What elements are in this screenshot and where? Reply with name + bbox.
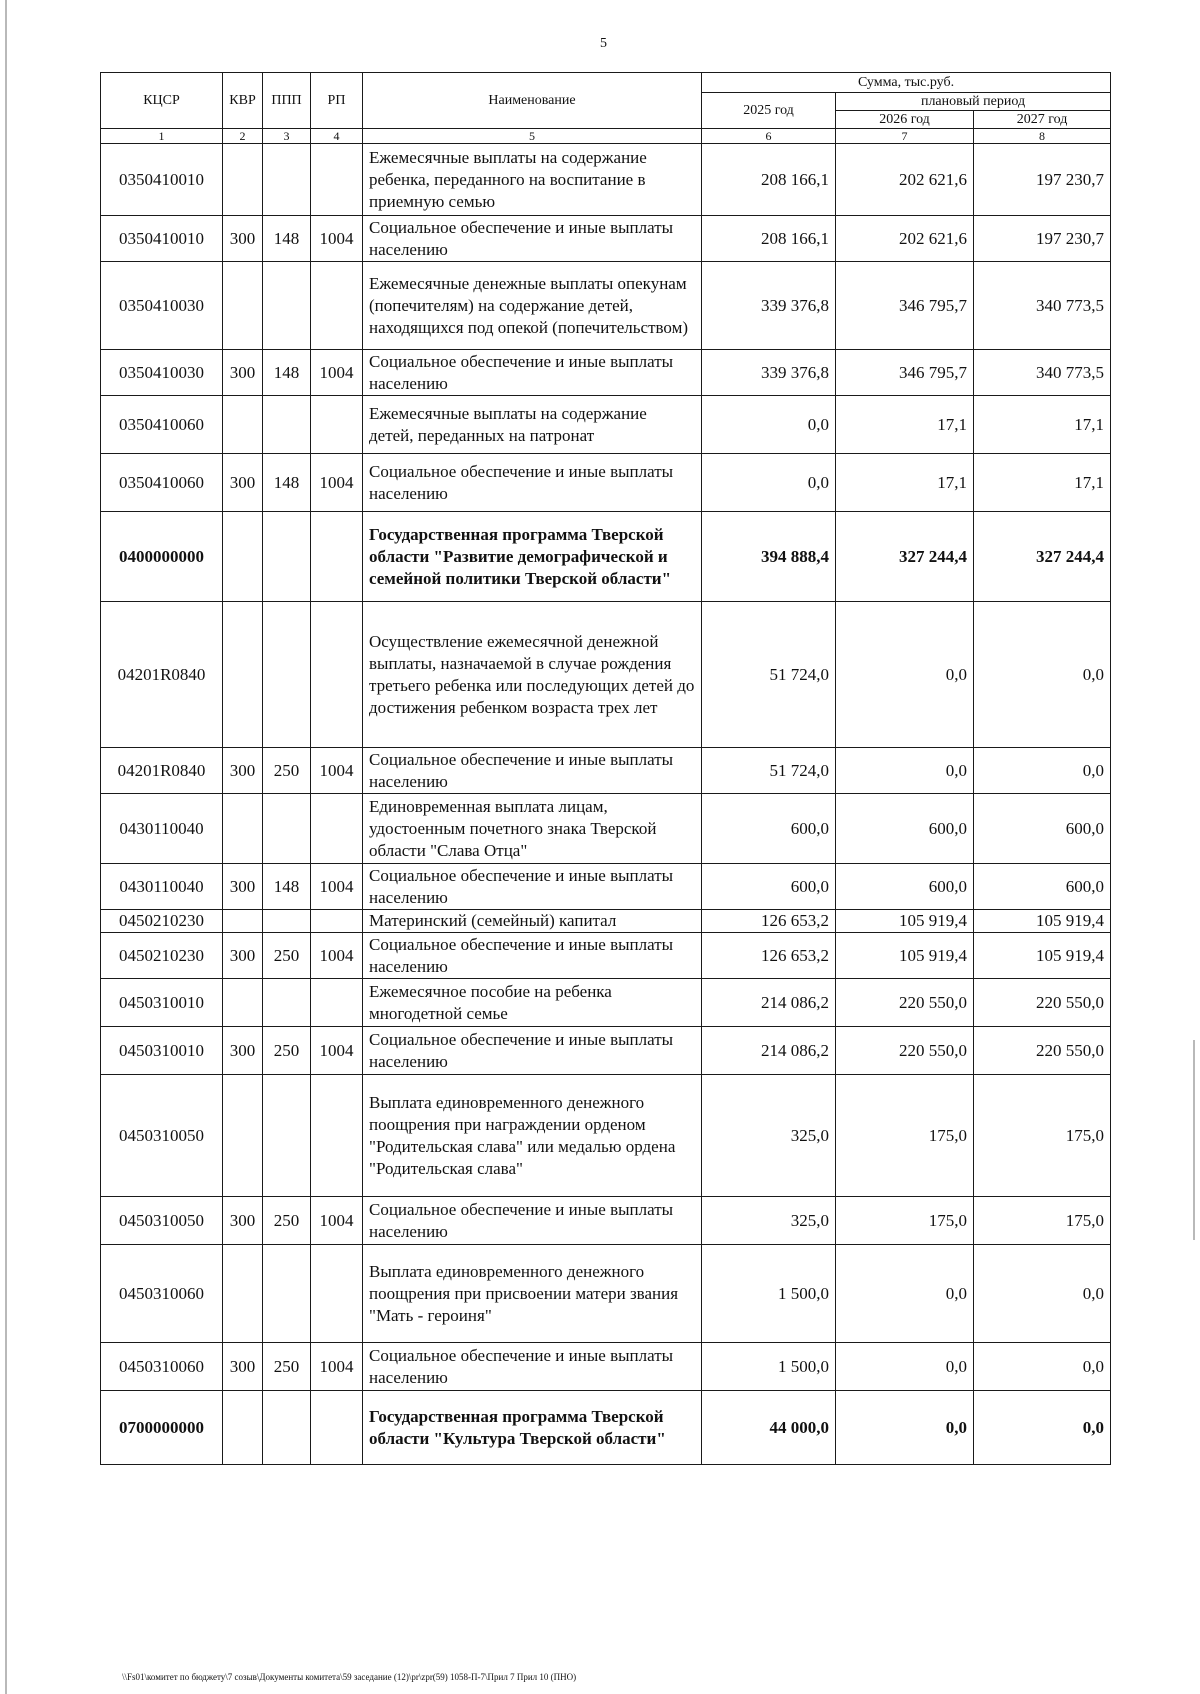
- cell-name: Государственная программа Тверской области "Культура Тверской области": [363, 1391, 702, 1465]
- cell-ppp: [263, 144, 311, 216]
- table-row: [101, 979, 1111, 1027]
- cell-2026: 105 919,4: [836, 933, 974, 979]
- cell-2026: 0,0: [836, 1343, 974, 1391]
- cell-kcsr: 0700000000: [101, 1391, 223, 1465]
- cell-ppp: [263, 1075, 311, 1197]
- cell-2025: 126 653,2: [702, 933, 836, 979]
- cell-kvr: [223, 602, 263, 748]
- cell-rp: 1004: [311, 864, 363, 910]
- cell-2026: 220 550,0: [836, 1027, 974, 1075]
- cell-2026: 175,0: [836, 1075, 974, 1197]
- cell-name: Социальное обеспечение и иные выплаты населению: [363, 1197, 702, 1245]
- header-sum-title: Сумма, тыс.руб.: [702, 73, 1111, 93]
- cell-name: Материнский (семейный) капитал: [363, 910, 702, 933]
- table-row: [101, 864, 1111, 910]
- cell-kcsr: 0350410010: [101, 144, 223, 216]
- table-row: [101, 1027, 1111, 1075]
- cell-name: Социальное обеспечение и иные выплаты населению: [363, 933, 702, 979]
- table-row: [101, 144, 1111, 216]
- column-number: 8: [974, 129, 1111, 144]
- cell-2025: 214 086,2: [702, 979, 836, 1027]
- cell-2025: 51 724,0: [702, 748, 836, 794]
- cell-2025: 1 500,0: [702, 1245, 836, 1343]
- column-number-row: [101, 129, 1111, 144]
- cell-kvr: 300: [223, 1027, 263, 1075]
- cell-kcsr: 0450310060: [101, 1343, 223, 1391]
- cell-2026: 346 795,7: [836, 262, 974, 350]
- page-number: 5: [600, 36, 607, 51]
- cell-kcsr: 0430110040: [101, 794, 223, 864]
- cell-kcsr: 0350410010: [101, 216, 223, 262]
- cell-kvr: [223, 910, 263, 933]
- cell-2026: 17,1: [836, 396, 974, 454]
- cell-rp: [311, 1075, 363, 1197]
- cell-2027: 17,1: [974, 396, 1111, 454]
- cell-rp: 1004: [311, 216, 363, 262]
- cell-2027: 105 919,4: [974, 910, 1111, 933]
- cell-name: Ежемесячные выплаты на содержание ребенка, переданного на воспитание в приемную семью: [363, 144, 702, 216]
- cell-2027: 175,0: [974, 1075, 1111, 1197]
- cell-kvr: [223, 1391, 263, 1465]
- cell-2026: 600,0: [836, 864, 974, 910]
- cell-kvr: [223, 1075, 263, 1197]
- cell-2026: 346 795,7: [836, 350, 974, 396]
- column-number: 6: [702, 129, 836, 144]
- cell-ppp: 148: [263, 454, 311, 512]
- cell-2026: 220 550,0: [836, 979, 974, 1027]
- table-row: [101, 602, 1111, 748]
- cell-ppp: [263, 262, 311, 350]
- cell-kcsr: 0350410030: [101, 262, 223, 350]
- cell-kcsr: 0450310050: [101, 1197, 223, 1245]
- cell-kcsr: 0450310010: [101, 1027, 223, 1075]
- table-row: [101, 396, 1111, 454]
- cell-2025: 51 724,0: [702, 602, 836, 748]
- cell-kvr: 300: [223, 350, 263, 396]
- header-ppp: ППП: [263, 73, 311, 129]
- cell-kvr: 300: [223, 748, 263, 794]
- cell-2025: 214 086,2: [702, 1027, 836, 1075]
- cell-kcsr: 0400000000: [101, 512, 223, 602]
- cell-2026: 600,0: [836, 794, 974, 864]
- cell-2027: 220 550,0: [974, 979, 1111, 1027]
- cell-2026: 202 621,6: [836, 216, 974, 262]
- table-row: [101, 933, 1111, 979]
- column-number: 4: [311, 129, 363, 144]
- cell-2026: 17,1: [836, 454, 974, 512]
- cell-rp: [311, 794, 363, 864]
- header-kcsr: КЦСР: [101, 73, 223, 129]
- cell-name: Социальное обеспечение и иные выплаты населению: [363, 748, 702, 794]
- cell-2025: 325,0: [702, 1075, 836, 1197]
- cell-ppp: [263, 979, 311, 1027]
- cell-2027: 340 773,5: [974, 350, 1111, 396]
- budget-table: [100, 72, 1111, 1465]
- cell-kcsr: 0450310010: [101, 979, 223, 1027]
- cell-2026: 0,0: [836, 1245, 974, 1343]
- cell-kcsr: 0430110040: [101, 864, 223, 910]
- cell-2027: 0,0: [974, 1343, 1111, 1391]
- cell-ppp: [263, 512, 311, 602]
- cell-kcsr: 0450210230: [101, 933, 223, 979]
- cell-ppp: 250: [263, 1197, 311, 1245]
- cell-rp: 1004: [311, 1027, 363, 1075]
- cell-2026: 175,0: [836, 1197, 974, 1245]
- column-number: 7: [836, 129, 974, 144]
- cell-2027: 17,1: [974, 454, 1111, 512]
- cell-2027: 340 773,5: [974, 262, 1111, 350]
- cell-kvr: [223, 979, 263, 1027]
- cell-kvr: [223, 144, 263, 216]
- cell-name: Социальное обеспечение и иные выплаты населению: [363, 350, 702, 396]
- cell-rp: [311, 1245, 363, 1343]
- cell-2026: 202 621,6: [836, 144, 974, 216]
- cell-kcsr: 0350410030: [101, 350, 223, 396]
- table-row: [101, 350, 1111, 396]
- cell-2027: 197 230,7: [974, 216, 1111, 262]
- cell-rp: [311, 262, 363, 350]
- cell-2027: 197 230,7: [974, 144, 1111, 216]
- footer-file-path: \\Fs01\комитет по бюджету\7 созыв\Документы комитета\59 заседание (12)\pr\zpr(59) 1058-П-7\Прил 7 Прил 10 (ПНО): [122, 1672, 577, 1682]
- table-row: [101, 1075, 1111, 1197]
- cell-name: Осуществление ежемесячной денежной выплаты, назначаемой в случае рождения третьего ребенка или последующих детей до достижения ребенком возраста трех лет: [363, 602, 702, 748]
- cell-ppp: 250: [263, 933, 311, 979]
- cell-ppp: [263, 602, 311, 748]
- cell-ppp: [263, 1391, 311, 1465]
- cell-ppp: 148: [263, 350, 311, 396]
- cell-2026: 327 244,4: [836, 512, 974, 602]
- cell-kvr: 300: [223, 1343, 263, 1391]
- cell-ppp: 250: [263, 1027, 311, 1075]
- cell-rp: 1004: [311, 748, 363, 794]
- cell-kcsr: 0450210230: [101, 910, 223, 933]
- scan-edge-right: [1193, 1040, 1195, 1240]
- cell-2025: 0,0: [702, 396, 836, 454]
- cell-rp: 1004: [311, 1197, 363, 1245]
- cell-kvr: [223, 262, 263, 350]
- header-kvr: КВР: [223, 73, 263, 129]
- cell-rp: 1004: [311, 933, 363, 979]
- column-number: 2: [223, 129, 263, 144]
- cell-2027: 0,0: [974, 748, 1111, 794]
- cell-name: Социальное обеспечение и иные выплаты населению: [363, 864, 702, 910]
- cell-kcsr: 0450310060: [101, 1245, 223, 1343]
- table-row: [101, 910, 1111, 933]
- header-year-2025: 2025 год: [702, 93, 836, 129]
- cell-2027: 600,0: [974, 794, 1111, 864]
- cell-ppp: [263, 1245, 311, 1343]
- cell-kcsr: 04201R0840: [101, 602, 223, 748]
- cell-name: Выплата единовременного денежного поощрения при награждении орденом "Родительская слава" или медалью ордена "Родительская слава": [363, 1075, 702, 1197]
- table-row: [101, 262, 1111, 350]
- cell-ppp: 148: [263, 864, 311, 910]
- cell-kvr: [223, 1245, 263, 1343]
- cell-name: Государственная программа Тверской области "Развитие демографической и семейной политики Тверской области": [363, 512, 702, 602]
- cell-name: Социальное обеспечение и иные выплаты населению: [363, 216, 702, 262]
- cell-name: Ежемесячные выплаты на содержание детей, переданных на патронат: [363, 396, 702, 454]
- cell-kcsr: 0350410060: [101, 454, 223, 512]
- cell-2027: 0,0: [974, 602, 1111, 748]
- cell-2027: 0,0: [974, 1391, 1111, 1465]
- cell-2025: 208 166,1: [702, 216, 836, 262]
- header-rp: РП: [311, 73, 363, 129]
- cell-2027: 105 919,4: [974, 933, 1111, 979]
- cell-kvr: [223, 512, 263, 602]
- cell-2025: 0,0: [702, 454, 836, 512]
- cell-2026: 0,0: [836, 602, 974, 748]
- table-row: [101, 748, 1111, 794]
- cell-kvr: 300: [223, 864, 263, 910]
- cell-name: Социальное обеспечение и иные выплаты населению: [363, 454, 702, 512]
- header-name: Наименование: [363, 73, 702, 129]
- cell-2027: 0,0: [974, 1245, 1111, 1343]
- cell-2025: 339 376,8: [702, 262, 836, 350]
- table-row: [101, 794, 1111, 864]
- table-body: [101, 144, 1111, 1465]
- cell-kcsr: 04201R0840: [101, 748, 223, 794]
- cell-rp: 1004: [311, 1343, 363, 1391]
- cell-2025: 325,0: [702, 1197, 836, 1245]
- cell-2027: 175,0: [974, 1197, 1111, 1245]
- cell-kvr: 300: [223, 1197, 263, 1245]
- cell-ppp: 250: [263, 748, 311, 794]
- cell-ppp: [263, 910, 311, 933]
- cell-kvr: 300: [223, 216, 263, 262]
- scan-edge-left: [5, 0, 7, 1694]
- header-planned-period: плановый период: [836, 93, 1111, 111]
- cell-kcsr: 0350410060: [101, 396, 223, 454]
- cell-2025: 44 000,0: [702, 1391, 836, 1465]
- cell-2025: 208 166,1: [702, 144, 836, 216]
- cell-name: Социальное обеспечение и иные выплаты населению: [363, 1027, 702, 1075]
- cell-2025: 600,0: [702, 864, 836, 910]
- cell-2025: 1 500,0: [702, 1343, 836, 1391]
- cell-rp: [311, 396, 363, 454]
- cell-kvr: [223, 396, 263, 454]
- column-number: 5: [363, 129, 702, 144]
- cell-ppp: 148: [263, 216, 311, 262]
- cell-2025: 339 376,8: [702, 350, 836, 396]
- cell-rp: [311, 1391, 363, 1465]
- cell-rp: [311, 512, 363, 602]
- table-row: [101, 454, 1111, 512]
- header-year-2027: 2027 год: [974, 111, 1111, 129]
- cell-name: Ежемесячное пособие на ребенка многодетной семье: [363, 979, 702, 1027]
- cell-rp: 1004: [311, 350, 363, 396]
- column-number: 3: [263, 129, 311, 144]
- table-row: [101, 1245, 1111, 1343]
- cell-ppp: [263, 794, 311, 864]
- cell-kcsr: 0450310050: [101, 1075, 223, 1197]
- table-row: [101, 1343, 1111, 1391]
- cell-rp: [311, 910, 363, 933]
- cell-2026: 0,0: [836, 748, 974, 794]
- cell-2025: 600,0: [702, 794, 836, 864]
- cell-2026: 105 919,4: [836, 910, 974, 933]
- cell-rp: [311, 144, 363, 216]
- cell-name: Выплата единовременного денежного поощрения при присвоении матери звания "Мать - героиня": [363, 1245, 702, 1343]
- cell-2027: 600,0: [974, 864, 1111, 910]
- column-number: 1: [101, 129, 223, 144]
- cell-ppp: [263, 396, 311, 454]
- cell-2025: 394 888,4: [702, 512, 836, 602]
- cell-2027: 327 244,4: [974, 512, 1111, 602]
- cell-name: Единовременная выплата лицам, удостоенным почетного знака Тверской области "Слава Отца": [363, 794, 702, 864]
- cell-kvr: 300: [223, 454, 263, 512]
- table-row: [101, 1391, 1111, 1465]
- cell-rp: 1004: [311, 454, 363, 512]
- cell-2026: 0,0: [836, 1391, 974, 1465]
- cell-ppp: 250: [263, 1343, 311, 1391]
- table-row: [101, 1197, 1111, 1245]
- cell-kvr: [223, 794, 263, 864]
- cell-rp: [311, 602, 363, 748]
- table-row: [101, 216, 1111, 262]
- cell-rp: [311, 979, 363, 1027]
- cell-kvr: 300: [223, 933, 263, 979]
- cell-2027: 220 550,0: [974, 1027, 1111, 1075]
- cell-2025: 126 653,2: [702, 910, 836, 933]
- cell-name: Социальное обеспечение и иные выплаты населению: [363, 1343, 702, 1391]
- cell-name: Ежемесячные денежные выплаты опекунам (попечителям) на содержание детей, находящихся под опекой (попечительством): [363, 262, 702, 350]
- table-row: [101, 512, 1111, 602]
- header-year-2026: 2026 год: [836, 111, 974, 129]
